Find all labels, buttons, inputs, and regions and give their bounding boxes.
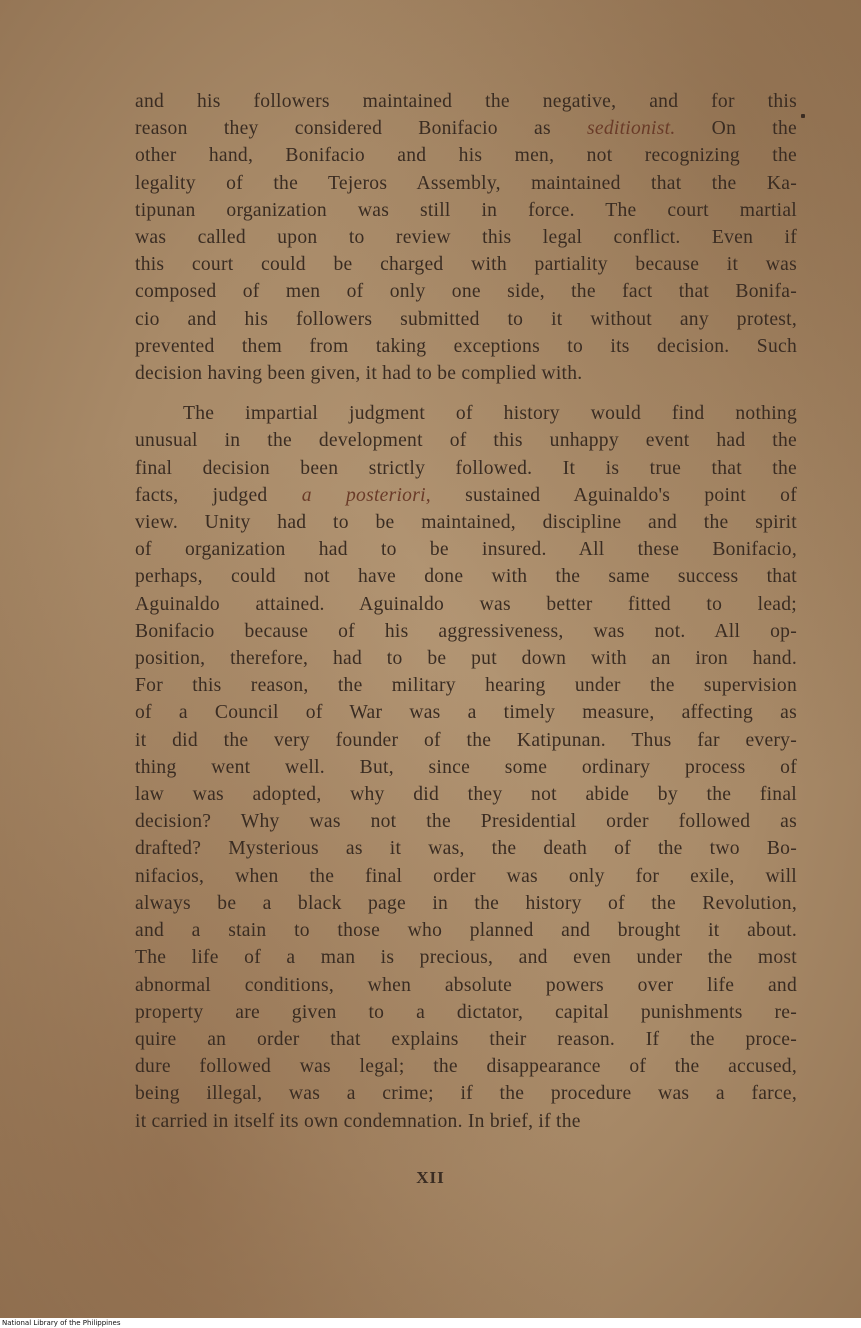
- text-line: Aguinaldo attained. Aguinaldo was better fitted to lead;: [135, 593, 797, 615]
- text-line: was called upon to review this legal conflict. Even if: [135, 227, 797, 249]
- text-line: dure followed was legal; the disappearance of the accused,: [135, 1056, 797, 1078]
- library-credit: National Library of the Philippines: [2, 1319, 121, 1327]
- text-line: law was adopted, why did they not abide by the final: [135, 784, 797, 806]
- text-line: The impartial judgment of history would find nothing: [183, 403, 797, 425]
- text-line: and a stain to those who planned and brought it about.: [135, 920, 797, 942]
- text-line: this court could be charged with partiality because it was: [135, 254, 797, 276]
- body-text: [135, 88, 797, 1135]
- text-line: it did the very founder of the Katipunan. Thus far every-: [135, 729, 797, 751]
- text-line: of organization had to be insured. All these Bonifacio,: [135, 539, 797, 561]
- text-line: and his followers maintained the negative, and for this: [135, 91, 797, 112]
- text-line: For this reason, the military hearing under the supervision: [135, 675, 797, 697]
- text-line: other hand, Bonifacio and his men, not recognizing the: [135, 145, 797, 167]
- paragraph-2: [135, 400, 797, 1134]
- page-number: XII: [416, 1168, 445, 1187]
- text-line: facts, judged a posteriori, sustained Aguinaldo's point of: [135, 484, 797, 506]
- text-line: nifacios, when the final order was only for exile, will: [135, 865, 797, 887]
- text-line: drafted? Mysterious as it was, the death of the two Bo-: [135, 838, 797, 860]
- paragraph-1: [135, 88, 797, 387]
- text-line: abnormal conditions, when absolute powers over life and: [135, 974, 797, 996]
- text-line: thing went well. But, since some ordinary process of: [135, 756, 797, 778]
- text-line: tipunan organization was still in force. The court martial: [135, 199, 797, 221]
- text-line: reason they considered Bonifacio as seditionist. On the: [135, 118, 797, 140]
- text-line: it carried in itself its own condemnation. In brief, if the: [135, 1110, 581, 1132]
- text-line: decision having been given, it had to be complied with.: [135, 363, 583, 385]
- text-line: The life of a man is precious, and even under the most: [135, 947, 797, 969]
- text-line: decision? Why was not the Presidential order followed as: [135, 811, 797, 833]
- text-line: of a Council of War was a timely measure, affecting as: [135, 702, 797, 724]
- text-line: cio and his followers submitted to it without any protest,: [135, 308, 797, 330]
- ink-speck: [801, 114, 805, 118]
- text-line: position, therefore, had to be put down with an iron hand.: [135, 648, 797, 670]
- text-line: perhaps, could not have done with the same success that: [135, 566, 797, 588]
- text-line: being illegal, was a crime; if the procedure was a farce,: [135, 1083, 797, 1105]
- text-line: always be a black page in the history of the Revolution,: [135, 892, 797, 914]
- text-line: unusual in the development of this unhappy event had the: [135, 430, 797, 452]
- text-line: composed of men of only one side, the fact that Bonifa-: [135, 281, 797, 303]
- text-line: prevented them from taking exceptions to its decision. Such: [135, 335, 797, 357]
- text-line: Bonifacio because of his aggressiveness, was not. All op-: [135, 620, 797, 642]
- text-line: quire an order that explains their reason. If the proce-: [135, 1028, 797, 1050]
- text-line: final decision been strictly followed. It is true that the: [135, 457, 797, 479]
- text-line: property are given to a dictator, capital punishments re-: [135, 1001, 797, 1023]
- text-line: legality of the Tejeros Assembly, maintained that the Ka-: [135, 172, 797, 194]
- text-line: view. Unity had to be maintained, discipline and the spirit: [135, 512, 797, 534]
